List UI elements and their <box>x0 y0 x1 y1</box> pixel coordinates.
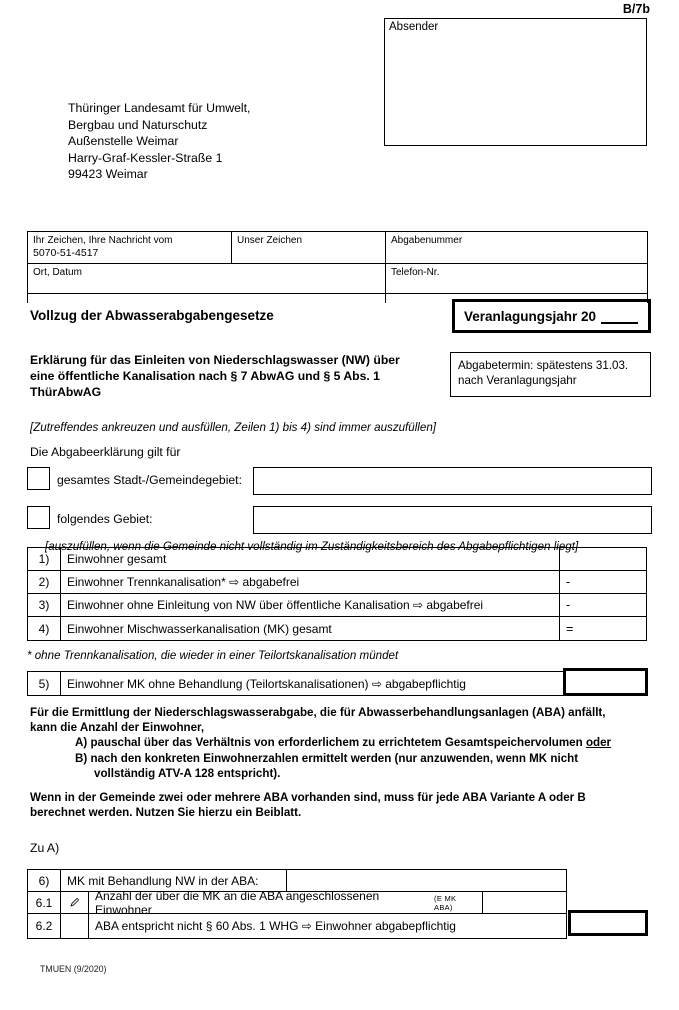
declaration-heading-line: eine öffentliche Kanalisation nach § 7 AbwAG und § 5 Abs. 1 <box>30 369 380 383</box>
scope-note: [auszufüllen, wenn die Gemeinde nicht vollständig im Zuständigkeitsbereich des Abgabepflichtigen liegt] <box>45 540 579 553</box>
aba-item-a <box>75 735 611 750</box>
form-title: Vollzug der Abwasserabgabengesetze <box>30 308 274 323</box>
table-row <box>28 548 646 571</box>
recipient-line: Thüringer Landesamt für Umwelt, <box>68 101 251 115</box>
row-operator: - <box>566 575 571 589</box>
declaration-heading-line: ThürAbwAG <box>30 385 102 399</box>
table-row <box>28 888 566 917</box>
row5-value-field[interactable] <box>563 668 648 696</box>
row2-value-field[interactable] <box>560 571 646 593</box>
row-number: 6.1 <box>28 892 61 913</box>
row62-empty-cell <box>61 914 89 938</box>
table-row <box>28 914 566 938</box>
row-label: Einwohner Trennkanalisation* ⇨ abgabefrei <box>61 571 560 593</box>
ort-datum-cell[interactable] <box>28 264 386 293</box>
abgabenummer-label: Abgabenummer <box>391 235 463 246</box>
ihr-zeichen-label: Ihr Zeichen, Ihre Nachricht vom <box>33 235 173 246</box>
veranlagungsjahr-label: Veranlagungsjahr 20 <box>464 308 597 324</box>
row-label <box>89 888 483 917</box>
aba-item-b-line2: vollständig ATV-A 128 entspricht). <box>94 766 281 780</box>
einwohner-table <box>27 547 647 641</box>
row-number: 1) <box>28 548 61 570</box>
beiblatt-line: berechnet werden. Nutzen Sie hierzu ein Beiblatt. <box>30 806 302 820</box>
row-label: ABA entspricht nicht § 60 Abs. 1 WHG ⇨ Einwohner abgabepflichtig <box>95 919 456 933</box>
row-number: 4) <box>28 617 61 640</box>
row5-table <box>27 671 564 696</box>
recipient-line: 99423 Weimar <box>68 167 148 182</box>
row-number: 3) <box>28 594 61 616</box>
option-gesamtes-gebiet-label: gesamtes Stadt-/Gemeindegebiet: <box>57 473 242 487</box>
folgendes-gebiet-input[interactable] <box>253 506 652 534</box>
checkbox-gesamtes-gebiet[interactable] <box>27 467 50 490</box>
unser-zeichen-label: Unser Zeichen <box>237 235 303 246</box>
table-row <box>28 571 646 594</box>
row1-value-field[interactable] <box>560 548 646 570</box>
gesamtes-gebiet-input[interactable] <box>253 467 652 495</box>
checkbox-folgendes-gebiet[interactable] <box>27 506 50 529</box>
row62-value-field[interactable] <box>568 910 648 936</box>
recipient-line: Außenstelle Weimar <box>68 134 179 149</box>
zu-a-label: Zu A) <box>30 841 60 855</box>
row-label: Einwohner MK ohne Behandlung (Teilortskanalisationen) ⇨ abgabepflichtig <box>67 676 466 691</box>
ihr-zeichen-value: 5070-51-4517 <box>33 247 99 259</box>
row-operator: - <box>566 598 571 612</box>
unser-zeichen-cell[interactable] <box>232 232 386 263</box>
absender-field[interactable] <box>384 18 647 146</box>
table-row <box>28 617 646 640</box>
aba-item-b-line1: B) nach den konkreten Einwohnerzahlen ermittelt werden (nur anzuwenden, wenn MK nicht <box>75 751 579 765</box>
declaration-heading-line: Erklärung für das Einleiten von Niederschlagswasser (NW) über <box>30 353 400 367</box>
aba-intro-line: Für die Ermittlung der Niederschlagswasserabgabe, die für Abwasserbehandlungsanlagen (ABA) anfällt, <box>30 706 606 719</box>
recipient-line: Bergbau und Naturschutz <box>68 117 208 132</box>
row-number: 5) <box>28 672 61 695</box>
row-number: 6.2 <box>28 914 61 938</box>
recipient-address <box>68 100 250 183</box>
beiblatt-paragraph <box>30 790 586 820</box>
telefon-cell[interactable] <box>386 264 444 293</box>
declaration-heading <box>30 352 400 400</box>
ihr-zeichen-cell[interactable] <box>28 232 232 263</box>
row-number: 2) <box>28 571 61 593</box>
row4-value-field[interactable] <box>560 617 646 640</box>
telefon-label: Telefon-Nr. <box>391 267 440 278</box>
deadline-line: nach Veranlagungsjahr <box>458 374 577 387</box>
row-label: MK mit Behandlung NW in der ABA: <box>61 870 287 891</box>
reference-table <box>27 231 648 303</box>
ref-table-stub <box>386 294 396 303</box>
row-number: 6) <box>28 870 61 891</box>
trennkanalisation-footnote: * ohne Trennkanalisation, die wieder in einer Teilortskanalisation mündet <box>27 649 399 662</box>
deadline-line: Abgabetermin: spätestens 31.03. <box>458 359 629 372</box>
row61-value-field[interactable] <box>483 892 566 913</box>
row61-label-text: Anzahl der über die MK an die ABA angeschlossenen Einwohner <box>95 888 380 917</box>
aba-item-a-oder: oder <box>585 736 612 750</box>
table-row <box>28 672 563 695</box>
ort-datum-label: Ort, Datum <box>33 267 82 278</box>
veranlagungsjahr-blank-field[interactable] <box>601 309 638 324</box>
row-label: Einwohner Mischwasserkanalisation (MK) gesamt <box>61 617 560 640</box>
beiblatt-line: Wenn in der Gemeinde zwei oder mehrere ABA vorhanden sind, muss für jede ABA Variante A oder B <box>30 791 586 804</box>
page-code: B/7b <box>622 2 650 16</box>
option-folgendes-gebiet-label: folgendes Gebiet: <box>57 512 153 526</box>
veranlagungsjahr-box <box>452 299 651 333</box>
row-label: Einwohner gesamt <box>61 548 560 570</box>
aba-intro-line: kann die Anzahl der Einwohner, <box>30 721 205 735</box>
recipient-line: Harry-Graf-Kessler-Straße 1 <box>68 150 223 165</box>
pencil-icon <box>61 892 89 913</box>
deadline-box <box>450 352 651 397</box>
scope-label: Die Abgabeerklärung gilt für <box>30 445 181 459</box>
row3-value-field[interactable] <box>560 594 646 616</box>
aba-table <box>27 869 567 939</box>
aba-item-a-text: A) pauschal über das Verhältnis von erforderlichem zu errichtetem Gesamtspeichervolumen <box>75 736 586 750</box>
ref-table-stub <box>28 294 386 303</box>
absender-label: Absender <box>389 21 439 33</box>
aba-paragraph <box>30 705 611 781</box>
table-row <box>28 594 646 617</box>
row-label: Einwohner ohne Einleitung von NW über öffentliche Kanalisation ⇨ abgabefrei <box>61 594 560 616</box>
form-footer-code: TMUEN (9/2020) <box>40 964 107 974</box>
row61-sub-label: (E MK ABA) <box>434 893 457 912</box>
abgabenummer-cell[interactable] <box>386 232 467 263</box>
instruction-note: [Zutreffendes ankreuzen und ausfüllen, Zeilen 1) bis 4) sind immer auszufüllen] <box>30 421 436 434</box>
row-operator: = <box>566 621 574 636</box>
